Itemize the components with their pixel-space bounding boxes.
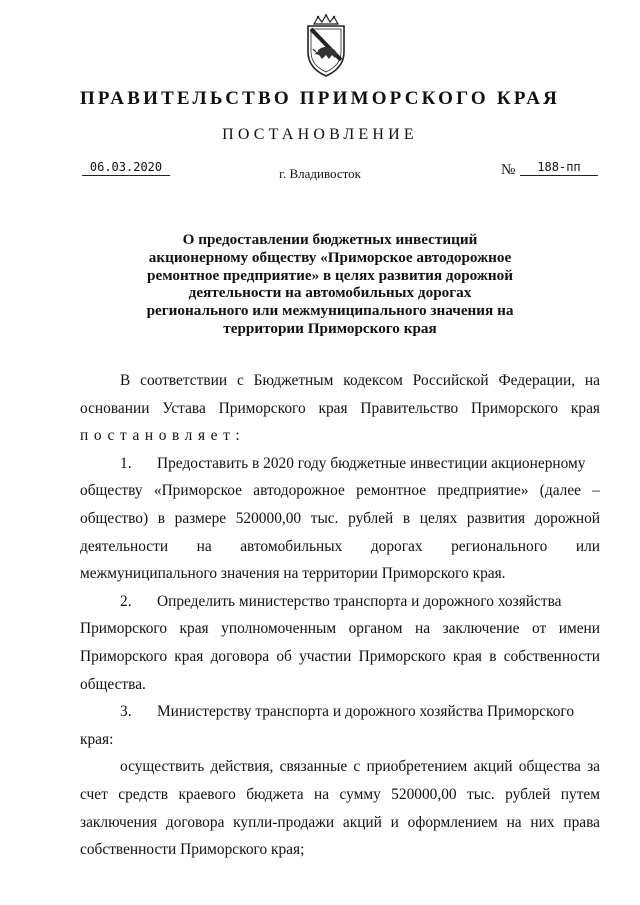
coat-of-arms-icon — [300, 14, 352, 78]
number-label: № — [501, 162, 516, 178]
body-line: счет средств краевого бюджета на сумму 520000,00 тыс. рублей путем — [80, 785, 600, 803]
paragraph-3-first-line — [80, 698, 600, 726]
body-line: обществу «Приморское автодорожное ремонтное предприятие» (далее – — [80, 482, 600, 500]
body-text: Предоставить в 2020 году бюджетные инвестиции акционерному — [157, 454, 586, 472]
body-line: края: — [80, 730, 114, 748]
paragraph-number: 1. — [120, 454, 132, 472]
paragraph-number: 3. — [120, 703, 132, 721]
document-type: ПОСТАНОВЛЕНИЕ — [222, 126, 418, 143]
document-number: 188-пп — [520, 160, 598, 176]
document-heading — [140, 231, 520, 338]
heading-line: О предоставлении бюджетных инвестиций — [182, 231, 478, 248]
heading-line: деятельности на автомобильных дорогах — [188, 284, 472, 302]
body-line: Приморского края договора об участии Приморского края в собственности — [80, 647, 600, 665]
body-line: В соответствии с Бюджетным кодексом Российской Федерации, на — [120, 372, 600, 389]
body-line: Приморского края уполномоченным органом на заключение от имени — [80, 620, 600, 638]
body-line: общества. — [80, 675, 146, 693]
body-text: Определить министерство транспорта и дорожного хозяйства — [157, 592, 562, 610]
body-line: деятельности на автомобильных дорогах регионального или — [80, 537, 600, 555]
body-line: осуществить действия, связанные с приобретением акций общества за — [120, 758, 600, 776]
document-date: 06.03.2020 — [82, 160, 170, 176]
body-line: основании Устава Приморского края Правительство Приморского края — [80, 399, 600, 417]
document-body — [80, 367, 600, 864]
body-line: общество) в размере 520000,00 тыс. рублей в целях развития дорожной — [80, 509, 600, 527]
resolution-word: постановляет: — [80, 427, 246, 445]
heading-line: ремонтное предприятие» в целях развития дорожной — [147, 266, 513, 284]
government-title: ПРАВИТЕЛЬСТВО ПРИМОРСКОГО КРАЯ — [79, 88, 561, 109]
heading-line: акционерному обществу «Приморское автодорожное — [148, 248, 512, 266]
body-text: Министерству транспорта и дорожного хозяйства Приморского — [157, 703, 575, 721]
heading-line: территории Приморского края — [223, 319, 437, 337]
document-city: г. Владивосток — [279, 166, 361, 181]
paragraph-1-first-line — [80, 450, 600, 478]
body-line: заключения договора купли-продажи акций и оформлением на них права — [80, 813, 600, 831]
body-line: межмуниципального значения на территории Приморского края. — [80, 565, 506, 583]
paragraph-2-first-line — [80, 588, 600, 616]
paragraph-number: 2. — [120, 592, 132, 610]
heading-line: регионального или межмуниципального значения на — [146, 302, 514, 320]
body-line: собственности Приморского края; — [80, 841, 305, 859]
